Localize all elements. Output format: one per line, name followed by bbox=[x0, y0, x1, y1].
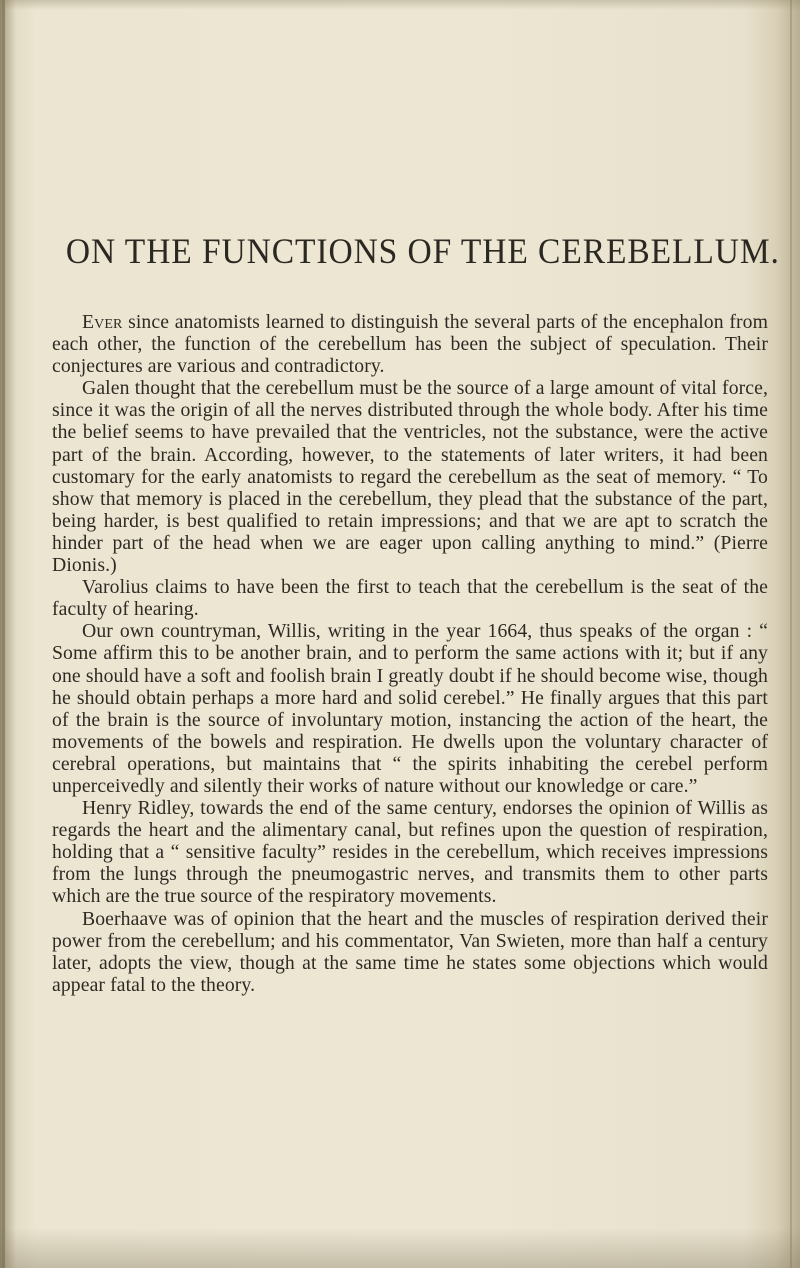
paragraph-2 bbox=[52, 377, 768, 576]
paragraph-6 bbox=[52, 908, 768, 996]
paragraph-lead-word: Ever bbox=[82, 311, 123, 333]
page-bottom-shadow bbox=[0, 1228, 800, 1268]
paragraph-1 bbox=[52, 311, 768, 377]
paragraph-text: Our own countryman, Willis, writing in the year 1664, thus speaks of the organ : “ Some affirm this to be another brain, and to perform the same actions with it; but if any one should have a soft and foolish brain I greatly doubt if he should become wise, though he should obtain perhaps a more hard and solid cerebel.” He finally argues that this part of the brain is the source of involuntary motion, instancing the action of the heart, the movements of the bowels and respiration. He dwells upon the voluntary character of cerebral operations, but maintains that “ the spirits inhabiting the cerebel perform unperceivedly and silently their works of nature without our knowledge or care.” bbox=[52, 620, 768, 797]
paragraph-text: Boerhaave was of opinion that the heart and the muscles of respiration derived their power from the cerebellum; and his commentator, Van Swieten, more than half a century later, adopts the view, though at the same time he states some objections which would appear fatal to the theory. bbox=[52, 907, 768, 996]
paragraph-text: Galen thought that the cerebellum must be the source of a large amount of vital force, since it was the origin of all the nerves distributed through the whole body. After his time the belief seems to have prevailed that the ventricles, not the substance, were the active part of the brain. According, however, to the statements of later writers, it had been customary for the early anatomists to regard the cerebellum as the seat of memory. “ To show that memory is placed in the cerebellum, they plead that the substance of the part, being harder, is best qualified to retain impressions; and that we are apt to scratch the hinder part of the head when we are eager upon calling anything to mind.” (Pierre Dionis.) bbox=[52, 377, 768, 577]
paragraph-3 bbox=[52, 576, 768, 620]
page-edge-line bbox=[790, 0, 792, 1268]
body-text bbox=[52, 311, 768, 996]
paragraph-5 bbox=[52, 797, 768, 907]
paragraph-text: since anatomists learned to distinguish the several parts of the encephalon from each other, the function of the cerebellum has been the subject of speculation. Their conjectures are various and contradictory. bbox=[52, 311, 768, 378]
paragraph-text: Henry Ridley, towards the end of the same century, endorses the opinion of Willis as regards the heart and the alimentary canal, but refines upon the question of respiration, holding that a “ sensitive faculty” resides in the cerebellum, which receives impressions from the lungs through the pneumogastric nerves, and transmits them to other parts which are the true source of the respiratory movements. bbox=[52, 797, 768, 908]
page-top-shadow bbox=[0, 0, 800, 10]
chapter-title: ON THE FUNCTIONS OF THE CEREBELLUM. bbox=[65, 231, 780, 271]
paragraph-4 bbox=[52, 620, 768, 797]
binding-gutter-line bbox=[2, 0, 5, 1268]
paragraph-text: Varolius claims to have been the first to teach that the cerebellum is the seat of the faculty of hearing. bbox=[52, 576, 768, 621]
